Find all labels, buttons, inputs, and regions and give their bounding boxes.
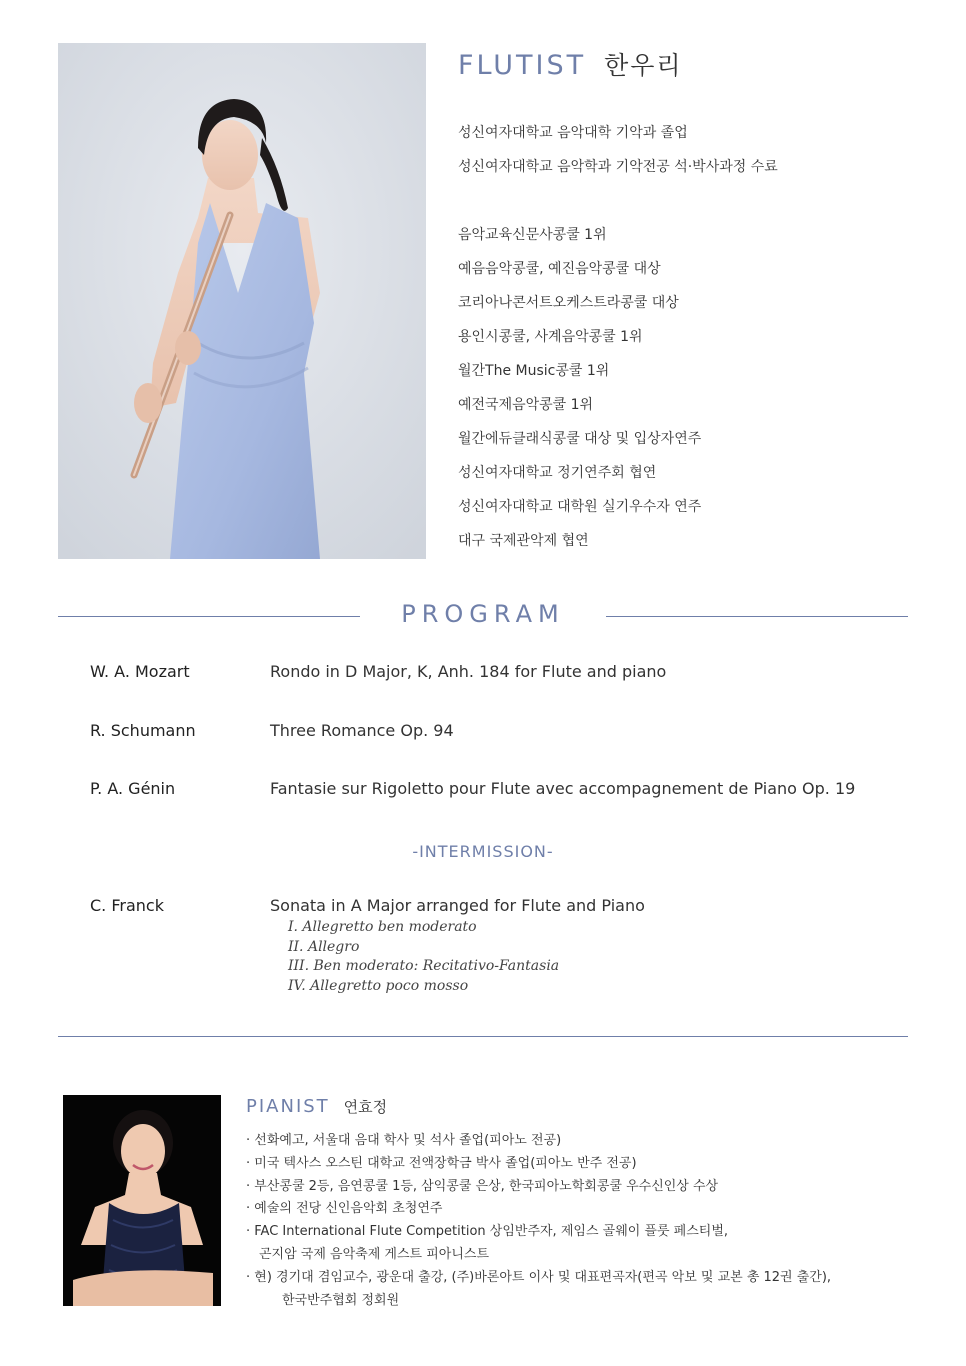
- pianist-photo: [63, 1095, 221, 1306]
- program-work: Three Romance Op. 94: [270, 721, 454, 740]
- flutist-education-item: 성신여자대학교 음악학과 기악전공 석·박사과정 수료: [458, 159, 778, 175]
- flutist-award-item: 용인시콩쿨, 사계음악콩쿨 1위: [458, 329, 643, 345]
- bio-spacer: [458, 186, 938, 220]
- program-item: [90, 779, 910, 798]
- pianist-heading: [246, 1096, 387, 1117]
- program-composer: W. A. Mozart: [90, 662, 190, 681]
- flutist-award-item: 월간에듀클래식콩쿨 대상 및 입상자연주: [458, 431, 702, 447]
- program-divider-right: [606, 616, 908, 617]
- pianist-bio-item: · 선화예고, 서울대 음대 학사 및 석사 졸업(피아노 전공): [246, 1133, 562, 1148]
- flutist-award-item: 성신여자대학교 대학원 실기우수자 연주: [458, 499, 702, 515]
- program-composer: R. Schumann: [90, 721, 196, 740]
- pianist-name: 연효정: [343, 1098, 388, 1116]
- pianist-bio-item: · FAC International Flute Competition 상임반주자, 제임스 골웨이 플룻 페스티벌,: [246, 1224, 729, 1240]
- program-title: PROGRAM: [401, 600, 565, 628]
- pianist-role-label: PIANIST: [246, 1096, 330, 1117]
- flutist-photo: [58, 43, 426, 559]
- pianist-bio-item: · 미국 텍사스 오스틴 대학교 전액장학금 박사 졸업(피아노 반주 전공): [246, 1155, 637, 1171]
- flutist-award-item: 예음음악콩쿨, 예진음악콩쿨 대상: [458, 261, 661, 277]
- flutist-award-item: 성신여자대학교 정기연주회 협연: [458, 465, 657, 481]
- program-work: Sonata in A Major arranged for Flute and Piano: [270, 896, 645, 915]
- program-item: [90, 721, 910, 740]
- program-divider-left: [58, 616, 360, 617]
- flutist-bio-list: [458, 118, 938, 560]
- program-composer: P. A. Génin: [90, 779, 176, 798]
- flutist-role-label: FLUTIST: [458, 50, 587, 81]
- flutist-heading: [458, 46, 683, 82]
- intermission-label: -INTERMISSION-: [412, 842, 554, 861]
- section-divider: [58, 1036, 908, 1037]
- flutist-award-item: 코리아나콘서트오케스트라콩쿨 대상: [458, 295, 679, 311]
- program-item: [90, 896, 910, 915]
- program-work: Rondo in D Major, K, Anh. 184 for Flute and piano: [270, 662, 667, 681]
- program-work: Fantasie sur Rigoletto pour Flute avec accompagnement de Piano Op. 19: [270, 779, 856, 798]
- movement-list: [288, 918, 559, 996]
- pianist-bio-list: [246, 1130, 926, 1312]
- flutist-award-item: 월간The Music콩쿨 1위: [458, 363, 610, 379]
- program-item: [90, 662, 910, 681]
- flutist-award-item: 예전국제음악콩쿨 1위: [458, 397, 594, 413]
- pianist-bio-item-continued: 한국반주협회 정회원: [282, 1292, 400, 1308]
- pianist-bio-item: · 예술의 전당 신인음악회 초청연주: [246, 1201, 443, 1217]
- movement-item: I. Allegretto ben moderato: [288, 919, 477, 935]
- flutist-education-item: 성신여자대학교 음악대학 기악과 졸업: [458, 125, 688, 141]
- flutist-name: 한우리: [604, 51, 683, 80]
- pianist-bio-item: · 부산콩쿨 2등, 음연콩쿨 1등, 삼익콩쿨 은상, 한국피아노학회콩쿨 우수신인상 수상: [246, 1178, 719, 1194]
- movement-item: III. Ben moderato: Recitativo-Fantasia: [288, 958, 560, 974]
- pianist-bio-item-continued: 곤지암 국제 음악축제 게스트 피아니스트: [259, 1246, 490, 1262]
- program-composer: C. Franck: [90, 896, 164, 915]
- movement-item: II. Allegro: [288, 938, 360, 955]
- movement-item: IV. Allegretto poco mosso: [288, 977, 469, 994]
- pianist-bio-item: · 현) 경기대 겸임교수, 광운대 출강, (주)바론아트 이사 및 대표편곡자(편곡 악보 및 교본 총 12권 출간),: [246, 1269, 832, 1285]
- flutist-award-item: 음악교육신문사콩쿨 1위: [458, 227, 607, 243]
- flutist-award-item: 대구 국제관악제 협연: [458, 533, 589, 549]
